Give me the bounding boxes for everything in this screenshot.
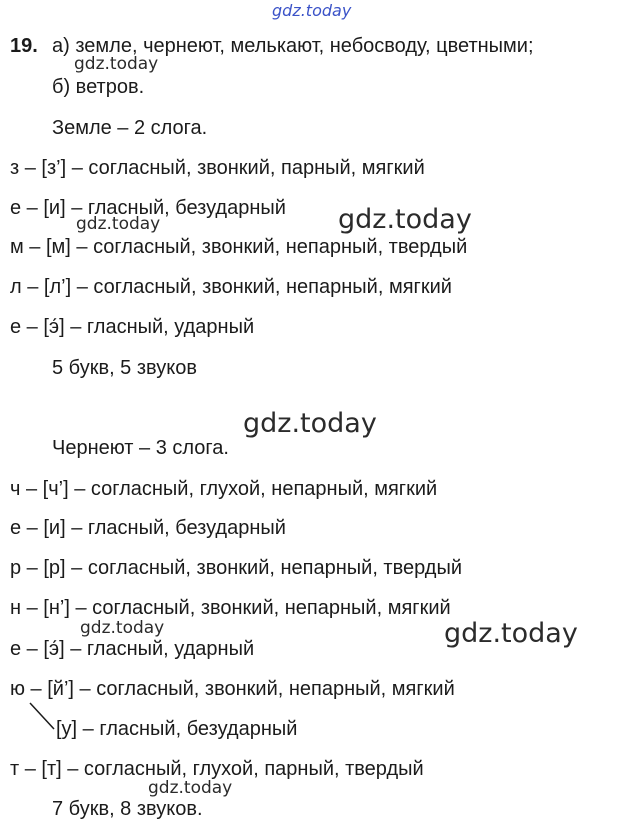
watermark: gdz.today <box>80 618 165 638</box>
word2-row: р – [р] – согласный, звонкий, непарный, твердый <box>10 557 462 579</box>
task-part-a: а) земле, чернеют, мелькают, небосводу, цветными; <box>52 35 534 57</box>
word2-row: ч – [ч’] – согласный, глухой, непарный, мягкий <box>10 478 438 500</box>
word2-summary: 7 букв, 8 звуков. <box>52 798 203 820</box>
watermark: gdz.today <box>338 204 472 235</box>
task-number: 19. <box>10 35 38 57</box>
word2-row: т – [т] – согласный, глухой, парный, твердый <box>10 758 424 780</box>
task-part-b: б) ветров. <box>52 76 145 98</box>
word2-heading: Чернеют – 3 слога. <box>52 437 229 459</box>
watermark-top: gdz.today <box>272 1 352 20</box>
word1-row: м – [м] – согласный, звонкий, непарный, твердый <box>10 236 468 258</box>
watermark: gdz.today <box>444 618 578 649</box>
watermark: gdz.today <box>76 214 161 234</box>
watermark: gdz.today <box>148 778 233 798</box>
word1-row: е – [э́] – гласный, ударный <box>10 316 255 338</box>
word1-summary: 5 букв, 5 звуков <box>52 357 197 379</box>
word2-row: ю – [й’] – согласный, звонкий, непарный, мягкий <box>10 678 455 700</box>
watermark: gdz.today <box>74 54 159 74</box>
word1-row: л – [л’] – согласный, звонкий, непарный, мягкий <box>10 276 452 298</box>
word1-row: е – [и] – гласный, безударный <box>10 197 286 219</box>
watermark: gdz.today <box>243 408 377 439</box>
word2-row: е – [э́] – гласный, ударный <box>10 638 255 660</box>
word2-row: е – [и] – гласный, безударный <box>10 517 286 539</box>
word2-row: н – [н’] – согласный, звонкий, непарный, мягкий <box>10 597 451 619</box>
word1-row: з – [з’] – согласный, звонкий, парный, мягкий <box>10 157 425 179</box>
word1-heading: Земле – 2 слога. <box>52 117 208 139</box>
word2-row: [у] – гласный, безударный <box>56 718 298 740</box>
